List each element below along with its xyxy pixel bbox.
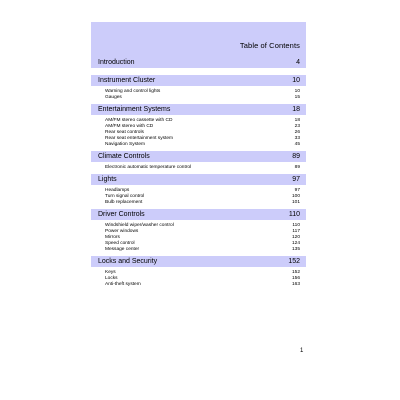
item-title: Headlamps	[105, 188, 130, 193]
section-page-number: 110	[288, 211, 300, 218]
item-page-number: 124	[291, 241, 300, 246]
item-title: AM/FM stereo with CD	[105, 124, 154, 129]
item-title: Keys	[105, 270, 116, 275]
toc-item[interactable]	[91, 95, 306, 101]
section-title: Entertainment Systems	[98, 106, 171, 113]
item-page-number: 100	[291, 194, 300, 199]
item-page-number: 10	[294, 89, 300, 94]
section-title: Driver Controls	[98, 211, 145, 218]
toc-section-heading[interactable]	[91, 151, 306, 162]
item-page-number: 120	[291, 235, 300, 240]
section-page-number: 18	[292, 106, 300, 113]
item-page-number: 89	[294, 165, 300, 170]
toc-item[interactable]	[91, 282, 306, 288]
toc-item-list	[91, 267, 306, 288]
section-title: Climate Controls	[98, 153, 150, 160]
toc-item-list	[91, 220, 306, 253]
item-title: Turn signal control	[105, 194, 145, 199]
section-title: Locks and Security	[98, 258, 158, 265]
item-title: AM/FM stereo cassette with CD	[105, 118, 173, 123]
item-title: Locks	[105, 276, 118, 281]
item-title: Mirrors	[105, 235, 120, 240]
item-page-number: 15	[294, 95, 300, 100]
toc-section-heading[interactable]	[91, 174, 306, 185]
item-title: Anti-theft system	[105, 282, 141, 287]
section-page-number: 89	[292, 153, 300, 160]
toc-item[interactable]	[91, 165, 306, 171]
table-of-contents	[91, 57, 306, 288]
page-number: 1	[300, 348, 304, 354]
section-title: Instrument Cluster	[98, 77, 156, 84]
toc-section-heading[interactable]	[91, 75, 306, 86]
toc-section-heading[interactable]	[91, 57, 306, 68]
item-title: Speed control	[105, 241, 135, 246]
page-title: Table of Contents	[239, 41, 300, 50]
section-title: Introduction	[98, 59, 135, 66]
item-title: Navigation System	[105, 142, 145, 147]
item-page-number: 152	[291, 270, 300, 275]
toc-item[interactable]	[91, 200, 306, 206]
toc-item-list	[91, 115, 306, 148]
toc-section-heading[interactable]	[91, 209, 306, 220]
item-page-number: 23	[294, 124, 300, 129]
toc-item-list	[91, 162, 306, 171]
item-page-number: 110	[292, 223, 300, 228]
item-title: Windshield wiper/washer control	[105, 223, 174, 228]
item-page-number: 101	[291, 200, 300, 205]
item-title: Rear seat entertainment system	[105, 136, 173, 141]
item-page-number: 156	[291, 276, 300, 281]
section-page-number: 97	[292, 176, 300, 183]
item-page-number: 117	[292, 229, 300, 234]
item-title: Gauges	[105, 95, 122, 100]
item-title: Electronic automatic temperature control	[105, 165, 192, 170]
toc-section-heading[interactable]	[91, 104, 306, 115]
toc-item-list	[91, 86, 306, 101]
item-page-number: 33	[294, 136, 300, 141]
section-page-number: 152	[288, 258, 300, 265]
section-page-number: 4	[296, 59, 300, 66]
toc-item[interactable]	[91, 142, 306, 148]
toc-item[interactable]	[91, 247, 306, 253]
toc-header	[91, 22, 306, 57]
item-page-number: 163	[291, 282, 300, 287]
section-spacer	[91, 68, 306, 72]
toc-item-list	[91, 185, 306, 206]
item-page-number: 18	[294, 118, 300, 123]
item-page-number: 135	[291, 247, 300, 252]
item-page-number: 26	[294, 130, 300, 135]
item-title: Rear seat controls	[105, 130, 144, 135]
item-title: Bulb replacement	[105, 200, 143, 205]
section-page-number: 10	[292, 77, 300, 84]
item-page-number: 97	[294, 188, 300, 193]
item-title: Warning and control lights	[105, 89, 161, 94]
toc-section-heading[interactable]	[91, 256, 306, 267]
item-title: Message center	[105, 247, 140, 252]
section-title: Lights	[98, 176, 117, 183]
item-title: Power windows	[105, 229, 139, 234]
item-page-number: 45	[294, 142, 300, 147]
